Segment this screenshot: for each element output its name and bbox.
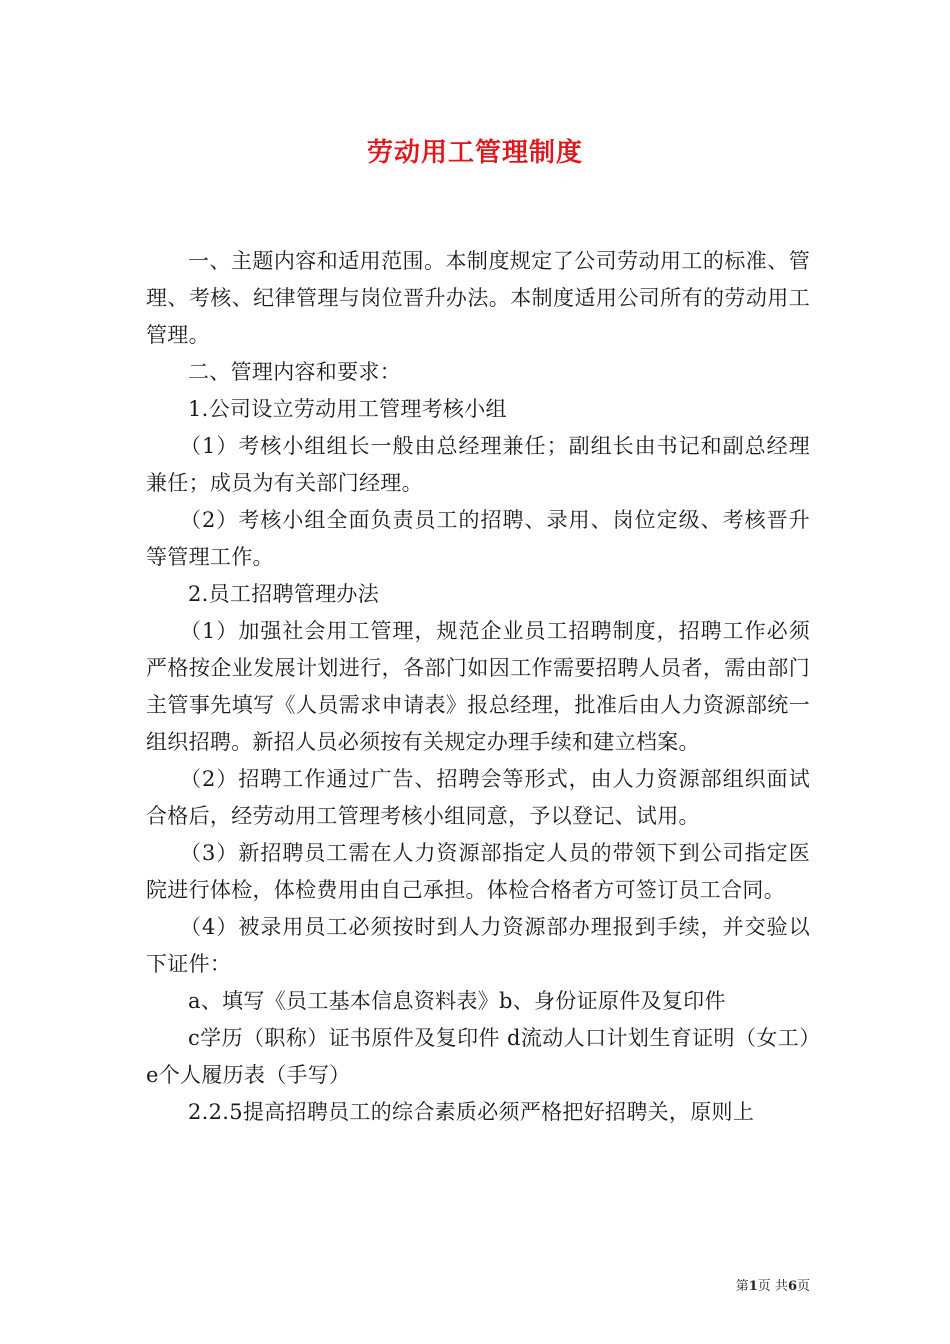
paragraph: 2.2.5提高招聘员工的综合素质必须严格把好招聘关，原则上	[188, 1100, 755, 1124]
document-title: 劳动用工管理制度	[366, 138, 583, 168]
paragraph: （4）被录用员工必须按时到人力资源部办理报到手续，并交验以下证件：	[146, 915, 810, 976]
paragraph: 一、主题内容和适用范围。本制度规定了公司劳动用工的标准、管理、考核、纪律管理与岗位晋升办法。本制度适用公司所有的劳动用工管理。	[146, 249, 810, 347]
paragraph: 2.员工招聘管理办法	[188, 582, 380, 606]
paragraph: （1）考核小组组长一般由总经理兼任；副组长由书记和副总经理兼任；成员为有关部门经理。	[146, 434, 810, 495]
footer-middle: 页 共	[757, 1279, 788, 1294]
current-page-number: 1	[748, 1279, 758, 1294]
paragraph: 1.公司设立劳动用工管理考核小组	[188, 397, 507, 421]
paragraph: （3）新招聘员工需在人力资源部指定人员的带领下到公司指定医院进行体检，体检费用由自己承担。体检合格者方可签订员工合同。	[146, 841, 810, 902]
paragraph: 二、管理内容和要求：	[188, 360, 401, 384]
total-page-number: 6	[787, 1279, 797, 1294]
paragraph: （2）招聘工作通过广告、招聘会等形式，由人力资源部组织面试合格后，经劳动用工管理考核小组同意，予以登记、试用。	[146, 767, 810, 828]
paragraph: c学历（职称）证书原件及复印件 d流动人口计划生育证明（女工）e个人履历表（手写）	[146, 1026, 810, 1087]
footer-prefix: 第	[735, 1279, 749, 1294]
paragraph: （1）加强社会用工管理，规范企业员工招聘制度，招聘工作必须严格按企业发展计划进行，各部门如因工作需要招聘人员者，需由部门主管事先填写《人员需求申请表》报总经理，批准后由人力资源部统一组织招聘。新招人员必须按有关规定办理手续和建立档案。	[146, 619, 810, 754]
document-body	[146, 243, 810, 1131]
page-footer	[700, 1275, 810, 1294]
paragraph: （2）考核小组全面负责员工的招聘、录用、岗位定级、考核晋升等管理工作。	[146, 508, 810, 569]
paragraph: a、填写《员工基本信息资料表》b、身份证原件及复印件	[188, 989, 726, 1013]
footer-suffix: 页	[796, 1279, 810, 1294]
